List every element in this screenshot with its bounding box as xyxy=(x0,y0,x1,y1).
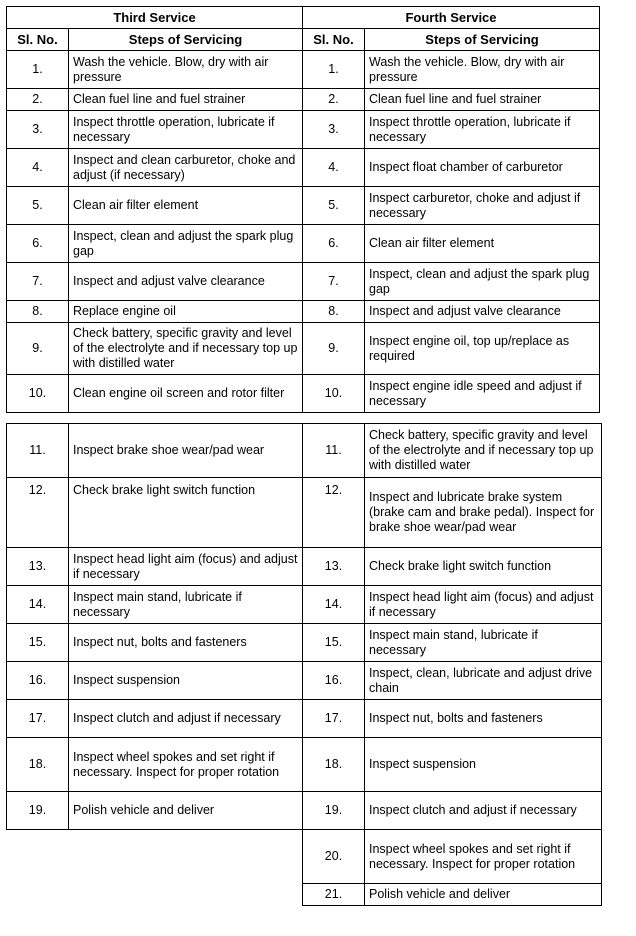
third-row-step: Wash the vehicle. Blow, dry with air pressure xyxy=(69,51,303,89)
fourth-col-no-header: Sl. No. xyxy=(303,29,365,51)
fourth-row-step: Inspect engine idle speed and adjust if necessary xyxy=(365,375,600,413)
third-row-step: Inspect suspension xyxy=(69,662,303,700)
third-row-step: Inspect clutch and adjust if necessary xyxy=(69,700,303,738)
fourth-row-step: Inspect carburetor, choke and adjust if necessary xyxy=(365,187,600,225)
third-service-title: Third Service xyxy=(7,7,303,29)
fourth-service-title: Fourth Service xyxy=(303,7,600,29)
third-row-no: 17. xyxy=(7,700,69,738)
third-row-step: Check battery, specific gravity and level of the electrolyte and if necessary top up with distilled water xyxy=(69,323,303,375)
third-row-no: 14. xyxy=(7,586,69,624)
fourth-row-no: 11. xyxy=(303,424,365,478)
third-col-steps-header: Steps of Servicing xyxy=(69,29,303,51)
third-row-step: Inspect main stand, lubricate if necessary xyxy=(69,586,303,624)
service-title-row xyxy=(7,7,600,29)
table-row xyxy=(7,375,600,413)
table-row xyxy=(7,187,600,225)
fourth-row-no: 15. xyxy=(303,624,365,662)
third-row-no: 1. xyxy=(7,51,69,89)
third-row-no: 11. xyxy=(7,424,69,478)
table-row xyxy=(7,586,602,624)
table-row xyxy=(7,830,602,884)
column-header-row xyxy=(7,29,600,51)
fourth-row-no: 6. xyxy=(303,225,365,263)
fourth-row-step: Check brake light switch function xyxy=(365,548,602,586)
fourth-row-no: 4. xyxy=(303,149,365,187)
third-row-step: Inspect head light aim (focus) and adjust if necessary xyxy=(69,548,303,586)
empty-cell xyxy=(7,884,303,906)
third-row-no: 12. xyxy=(7,478,69,548)
fourth-row-no: 17. xyxy=(303,700,365,738)
third-col-no-header: Sl. No. xyxy=(7,29,69,51)
fourth-row-step: Wash the vehicle. Blow, dry with air pressure xyxy=(365,51,600,89)
third-row-step: Inspect and clean carburetor, choke and adjust (if necessary) xyxy=(69,149,303,187)
table-row xyxy=(7,738,602,792)
fourth-row-no: 13. xyxy=(303,548,365,586)
third-row-no: 5. xyxy=(7,187,69,225)
table-row xyxy=(7,792,602,830)
third-row-step: Inspect brake shoe wear/pad wear xyxy=(69,424,303,478)
fourth-row-no: 16. xyxy=(303,662,365,700)
table-row xyxy=(7,263,600,301)
fourth-row-no: 20. xyxy=(303,830,365,884)
fourth-row-step: Clean fuel line and fuel strainer xyxy=(365,89,600,111)
third-row-step: Clean air filter element xyxy=(69,187,303,225)
empty-cell xyxy=(7,830,303,884)
table-row xyxy=(7,548,602,586)
service-table-top xyxy=(6,6,600,413)
fourth-row-no: 2. xyxy=(303,89,365,111)
third-row-step: Check brake light switch function xyxy=(69,478,303,548)
third-row-no: 19. xyxy=(7,792,69,830)
fourth-row-no: 7. xyxy=(303,263,365,301)
third-row-no: 3. xyxy=(7,111,69,149)
third-row-no: 8. xyxy=(7,301,69,323)
table-row xyxy=(7,225,600,263)
fourth-row-no: 9. xyxy=(303,323,365,375)
table-row xyxy=(7,624,602,662)
fourth-row-step: Check battery, specific gravity and level of the electrolyte and if necessary top up with distilled water xyxy=(365,424,602,478)
fourth-row-step: Inspect main stand, lubricate if necessary xyxy=(365,624,602,662)
fourth-row-step: Inspect and adjust valve clearance xyxy=(365,301,600,323)
table-row xyxy=(7,884,602,906)
third-row-step: Clean engine oil screen and rotor filter xyxy=(69,375,303,413)
table-row xyxy=(7,89,600,111)
fourth-row-step: Inspect clutch and adjust if necessary xyxy=(365,792,602,830)
fourth-row-no: 12. xyxy=(303,478,365,548)
third-row-no: 2. xyxy=(7,89,69,111)
table-row xyxy=(7,662,602,700)
table-row xyxy=(7,111,600,149)
fourth-row-step: Inspect wheel spokes and set right if necessary. Inspect for proper rotation xyxy=(365,830,602,884)
fourth-row-no: 8. xyxy=(303,301,365,323)
third-row-step: Inspect throttle operation, lubricate if necessary xyxy=(69,111,303,149)
third-row-step: Clean fuel line and fuel strainer xyxy=(69,89,303,111)
third-row-no: 16. xyxy=(7,662,69,700)
fourth-row-no: 19. xyxy=(303,792,365,830)
fourth-col-steps-header: Steps of Servicing xyxy=(365,29,600,51)
third-row-step: Inspect nut, bolts and fasteners xyxy=(69,624,303,662)
fourth-row-step: Inspect head light aim (focus) and adjust if necessary xyxy=(365,586,602,624)
fourth-row-step: Inspect, clean and adjust the spark plug gap xyxy=(365,263,600,301)
service-table-bottom xyxy=(6,423,602,906)
fourth-row-no: 18. xyxy=(303,738,365,792)
fourth-row-step: Inspect nut, bolts and fasteners xyxy=(365,700,602,738)
fourth-row-step: Inspect, clean, lubricate and adjust drive chain xyxy=(365,662,602,700)
table-row xyxy=(7,478,602,548)
table-row xyxy=(7,301,600,323)
fourth-row-step: Inspect suspension xyxy=(365,738,602,792)
fourth-row-no: 10. xyxy=(303,375,365,413)
fourth-row-step: Inspect float chamber of carburetor xyxy=(365,149,600,187)
table-row xyxy=(7,700,602,738)
third-row-no: 9. xyxy=(7,323,69,375)
third-row-no: 15. xyxy=(7,624,69,662)
third-row-no: 18. xyxy=(7,738,69,792)
fourth-row-no: 21. xyxy=(303,884,365,906)
fourth-row-step: Clean air filter element xyxy=(365,225,600,263)
third-row-step: Inspect, clean and adjust the spark plug gap xyxy=(69,225,303,263)
fourth-row-step: Inspect throttle operation, lubricate if necessary xyxy=(365,111,600,149)
third-row-no: 10. xyxy=(7,375,69,413)
third-row-step: Replace engine oil xyxy=(69,301,303,323)
third-row-step: Polish vehicle and deliver xyxy=(69,792,303,830)
table-row xyxy=(7,149,600,187)
table-row xyxy=(7,323,600,375)
third-row-no: 13. xyxy=(7,548,69,586)
fourth-row-step: Inspect and lubricate brake system (brake cam and brake pedal). Inspect for brake shoe wear/pad wear xyxy=(365,478,602,548)
fourth-row-step: Polish vehicle and deliver xyxy=(365,884,602,906)
third-row-no: 4. xyxy=(7,149,69,187)
fourth-row-no: 3. xyxy=(303,111,365,149)
third-row-step: Inspect wheel spokes and set right if necessary. Inspect for proper rotation xyxy=(69,738,303,792)
table-row xyxy=(7,51,600,89)
third-row-step: Inspect and adjust valve clearance xyxy=(69,263,303,301)
table-row xyxy=(7,424,602,478)
third-row-no: 7. xyxy=(7,263,69,301)
fourth-row-no: 5. xyxy=(303,187,365,225)
fourth-row-no: 1. xyxy=(303,51,365,89)
fourth-row-step: Inspect engine oil, top up/replace as required xyxy=(365,323,600,375)
third-row-no: 6. xyxy=(7,225,69,263)
fourth-row-no: 14. xyxy=(303,586,365,624)
